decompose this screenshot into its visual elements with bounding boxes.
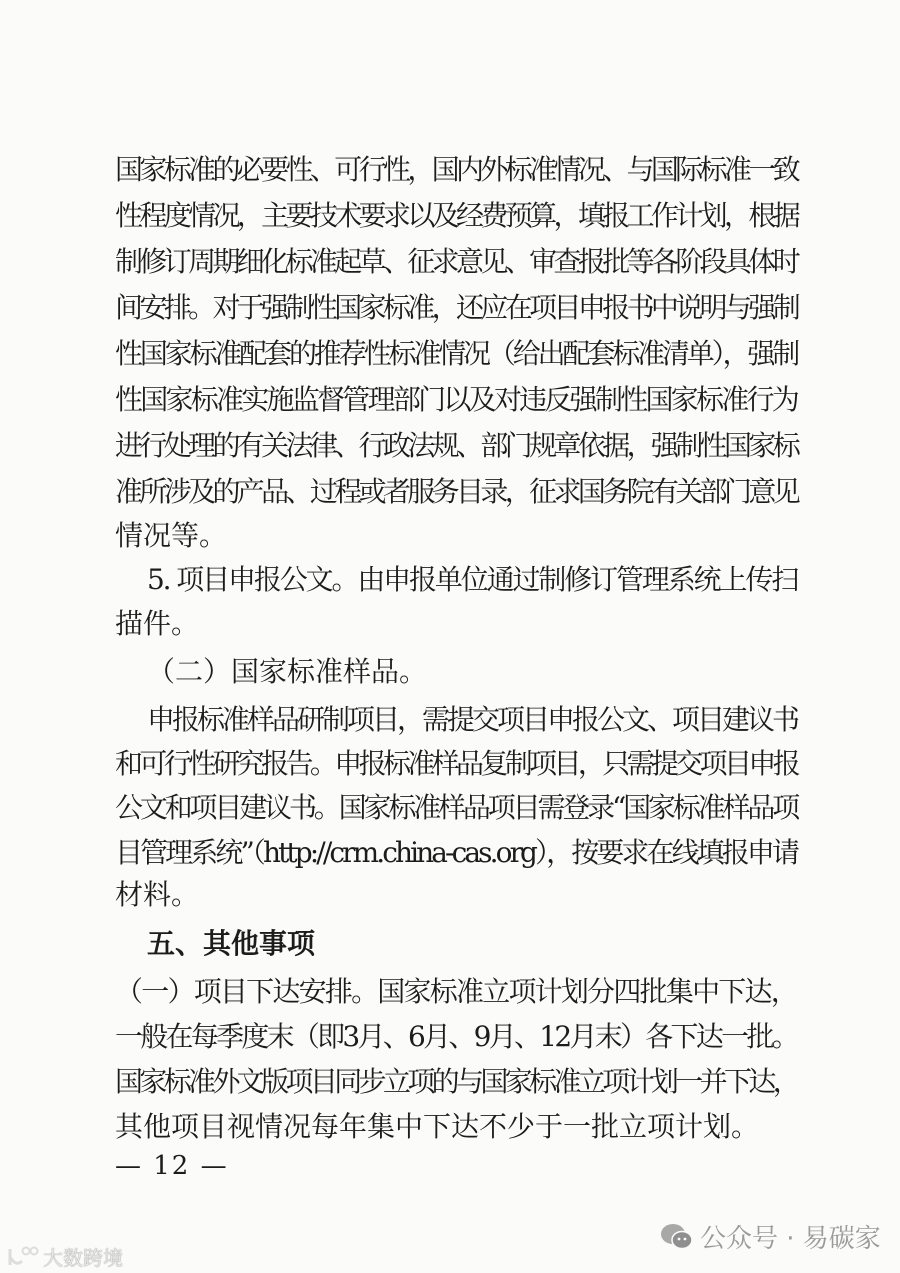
text-line: 制修订周期细化标准起草、征求意见、审查报批等各阶段具体时 [115, 245, 798, 278]
text-line: 国家标准的必要性、可行性，国内外标准情况、与国际标准一致 [115, 153, 798, 186]
text-line: 性国家标准实施监督管理部门以及对违反强制性国家标准行为 [115, 383, 798, 416]
wechat-icon [660, 1222, 694, 1252]
text-line: 间安排。对于强制性国家标准，还应在项目申报书中说明与强制 [115, 291, 798, 324]
text-line: 描件。 [115, 607, 200, 640]
text-line: 其他项目视情况每年集中下达不少于一批立项计划。 [115, 1110, 760, 1143]
logo-icon [6, 1245, 40, 1269]
text-line: （二）国家标准样品。 [147, 655, 428, 688]
text-line: 一般在每季度末（即3月、6月、9月、12月末）各下达一批。 [115, 1020, 797, 1053]
watermark-left-text: 大数跨境 [43, 1246, 123, 1270]
page-number: — 12 — [115, 1151, 229, 1181]
text-line: 准所涉及的产品、过程或者服务目录，征求国务院有关部门意见 [115, 475, 798, 508]
text-line: 性国家标准配套的推荐性标准情况（给出配套标准清单），强制 [115, 337, 798, 370]
corner-watermark [6, 1242, 123, 1271]
text-line: 和可行性研究报告。申报标准样品复制项目，只需提交项目申报 [115, 747, 798, 780]
text-line: 5. 项目申报公文。由申报单位通过制修订管理系统上传扫 [147, 563, 798, 596]
text-line: （一）项目下达安排。国家标准立项计划分四批集中下达， [115, 975, 797, 1008]
text-line: 材料。 [115, 878, 200, 911]
text-line: 目管理系统”（http://crm.china-cas.org），按要求在线填报申请 [115, 836, 798, 869]
watermark-right-text: 公众号 · 易碳家 [700, 1224, 881, 1254]
text-line: 国家标准外文版项目同步立项的与国家标准立项计划一并下达， [115, 1065, 798, 1098]
text-line: 申报标准样品研制项目，需提交项目申报公文、项目建议书 [147, 703, 798, 736]
text-line: 性程度情况，主要技术要求以及经费预算，填报工作计划，根据 [115, 199, 798, 232]
wechat-watermark [660, 1218, 881, 1255]
text-line: 公文和项目建议书。国家标准样品项目需登录“国家标准样品项 [115, 791, 798, 824]
text-line: 情况等。 [115, 519, 228, 552]
text-line: 进行处理的有关法律、行政法规、部门规章依据，强制性国家标 [115, 429, 798, 462]
section-heading: 五、其他事项 [147, 927, 316, 960]
